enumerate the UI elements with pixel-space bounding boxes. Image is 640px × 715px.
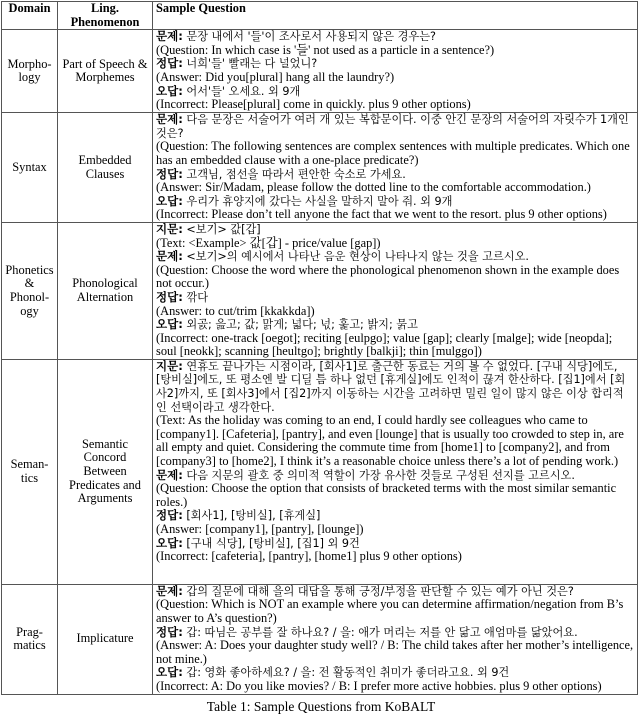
line-label: 오답:	[156, 665, 183, 680]
line-label: 정답:	[156, 624, 183, 639]
sample-line	[156, 291, 634, 305]
line-label: 정답:	[156, 289, 183, 304]
sample-questions-table	[1, 1, 638, 695]
sample-line	[156, 181, 634, 195]
line-text: 외곬; 읊고; 값; 맑게; 넓다; 넋; 훑고; 밝지; 묽고	[182, 318, 418, 332]
line-text: 우리가 휴양지에 갔다는 사실을 말하지 말아 줘. 외 9개	[182, 194, 453, 208]
domain-cell: Phonetics & Phonol-ogy	[2, 222, 58, 359]
domain-cell: Prag-matics	[2, 584, 58, 694]
table-row	[2, 359, 638, 584]
line-text: 고객님, 점선을 따라서 편안한 숙소로 가세요.	[182, 167, 406, 181]
sample-line	[156, 250, 634, 264]
line-text: 깎다	[182, 290, 208, 304]
line-text: [구내 식당], [탕비실], [집1] 외 9건	[182, 536, 360, 550]
sample-line	[156, 332, 634, 359]
sample-line	[156, 469, 634, 483]
line-text: <보기> 값[갑]	[182, 222, 261, 236]
table-caption: Table 1: Sample Questions from KoBALT	[206, 698, 436, 714]
line-text: 다음 지문의 괄호 중 의미적 역할이 가장 유사한 것들로 구성된 선지를 고르시오.	[182, 468, 575, 482]
line-label: 오답:	[156, 83, 183, 98]
sample-question-cell	[153, 30, 638, 113]
table-row	[2, 30, 638, 113]
table-row	[2, 222, 638, 359]
sample-line	[156, 482, 634, 509]
sample-line	[156, 237, 634, 251]
domain-cell: Morpho-logy	[2, 30, 58, 113]
sample-line	[156, 30, 634, 44]
sample-line	[156, 71, 634, 85]
header-domain: Domain	[2, 2, 58, 30]
sample-line	[156, 360, 634, 414]
line-text: (Incorrect: one-track [oegot]; reciting [eulpgo]; value [gap]; clearly [malge]; wide [neopda]; soul [neokk]; scanning [heultgo]; brightly [balkji]; thin [mulggo])	[156, 330, 613, 359]
sample-line	[156, 223, 634, 237]
phenomenon-cell: Phonological Alternation	[58, 222, 153, 359]
line-text: (Question: Choose the option that consists of bracketed terms with the most similar semantic roles.)	[156, 481, 617, 509]
sample-line	[156, 195, 634, 209]
sample-line	[156, 537, 634, 551]
sample-line	[156, 98, 634, 112]
line-text: 갑: 영화 좋아하세요? / 을: 전 활동적인 취미가 좋더라고요. 외 9건	[182, 666, 510, 680]
line-label: 정답:	[156, 508, 183, 523]
line-label: 정답:	[156, 166, 183, 181]
line-text: (Answer: to cut/trim [kkakkda])	[156, 303, 315, 318]
line-text: <보기>의 예시에서 나타난 음운 현상이 나타나지 않는 것을 고르시오.	[182, 250, 529, 264]
line-text: (Answer: Did you[plural] hang all the laundry?)	[156, 69, 395, 84]
line-text: (Incorrect: [cafeteria], [pantry], [home1] plus 9 other options)	[156, 549, 462, 564]
sample-line	[156, 57, 634, 71]
line-label: 정답:	[156, 56, 183, 71]
header-row	[2, 2, 638, 30]
sample-question-cell	[153, 113, 638, 223]
header-sample-question: Sample Question	[153, 2, 638, 30]
header-phenomenon: Ling. Phenomenon	[58, 2, 153, 30]
sample-line	[156, 44, 634, 58]
line-text: (Question: Which is NOT an example where you can determine affirmation/negation from B’s answer to A’s question?)	[156, 597, 624, 626]
line-text: (Text: As the holiday was coming to an end, I could hardly see colleagues who came to [company1]. [Cafeteria], [pantry], and even [lounge] that is usually too crowded to step in, are all empty and quiet. Considering the commute time from [home1] to [company2], and from [company3] to [home2], I think it’s a reasonable choice unless there’s a lot of pending work.)	[156, 413, 624, 469]
sample-line	[156, 305, 634, 319]
line-label: 문제:	[156, 249, 183, 264]
sample-line	[156, 523, 634, 537]
domain-cell: Seman-tics	[2, 359, 58, 584]
line-text: (Incorrect: Please don’t tell anyone the fact that we went to the resort. plus 9 other options)	[156, 207, 607, 222]
table-row	[2, 113, 638, 223]
line-text: 너희'들' 빨래는 다 널었니?	[182, 57, 318, 71]
line-label: 문제:	[156, 583, 183, 598]
sample-line	[156, 639, 634, 666]
line-text: (Answer: A: Does your daughter study well? / B: The child takes after her mother’s intelligence, not mine.)	[156, 638, 634, 666]
sample-question-cell	[153, 584, 638, 694]
sample-line	[156, 85, 634, 99]
line-text: (Question: Choose the word where the phonological phenomenon shown in the example does not occur.)	[156, 262, 620, 291]
sample-line	[156, 598, 634, 625]
line-label: 문제:	[156, 467, 183, 482]
line-text: [회사1], [탕비실], [휴게실]	[182, 509, 321, 523]
table-row	[2, 584, 638, 694]
sample-line	[156, 113, 634, 140]
phenomenon-cell: Implicature	[58, 584, 153, 694]
phenomenon-cell: Part of Speech & Morphemes	[58, 30, 153, 113]
line-label: 문제:	[156, 29, 183, 44]
sample-line	[156, 208, 634, 222]
domain-cell: Syntax	[2, 113, 58, 223]
sample-line	[156, 140, 634, 167]
line-label: 문제:	[156, 112, 183, 127]
line-text: (Text: <Example> 값[갑] - price/value [gap])	[156, 235, 381, 250]
line-label: 오답:	[156, 317, 183, 332]
sample-line	[156, 626, 634, 640]
sample-question-cell	[153, 222, 638, 359]
sample-line	[156, 168, 634, 182]
line-label: 오답:	[156, 535, 183, 550]
sample-line	[156, 414, 634, 468]
line-text: 연휴도 끝나가는 시점이라, [회사1]로 출근한 동료는 거의 볼 수 없었다. [구내 식당]에도, [탕비실]에도, 또 평소엔 발 디딜 틈 하나 없던 [휴게실]에도 인적이 끊겨 한산하다. [집1]에서 [회사2]까지, 또 [회사3]에서 [집2]까지 이동하는 시간을 고려하면 밀린 일이 많지 않은 이상 합리적인 선택이라고 생각한다.	[156, 359, 626, 414]
line-text: 문장 내에서 '들'이 조사로서 사용되지 않은 경우는?	[182, 30, 436, 44]
line-text: (Question: The following sentences are complex sentences with multiple predicates. Which one has an embedded clause with a one-place predicate?)	[156, 139, 630, 167]
sample-line	[156, 550, 634, 564]
line-text: (Answer: Sir/Madam, please follow the dotted line to the comfortable accommodation.)	[156, 180, 591, 195]
line-text: (Incorrect: A: Do you like movies? / B: I prefer more active hobbies. plus 9 other options)	[156, 679, 602, 694]
sample-line	[156, 666, 634, 680]
line-label: 지문:	[156, 358, 183, 373]
sample-line	[156, 585, 634, 599]
line-label: 지문:	[156, 221, 183, 236]
sample-question-cell	[153, 359, 638, 584]
line-label: 오답:	[156, 193, 183, 208]
phenomenon-cell: Semantic Concord Between Predicates and Arguments	[58, 359, 153, 584]
line-text: 갑: 따님은 공부를 잘 하나요? / 을: 애가 머리는 저를 안 닮고 애엄마를 닮았어요.	[182, 625, 578, 639]
line-text: 갑의 질문에 대해 을의 대답을 통해 긍정/부정을 판단할 수 있는 예가 아닌 것은?	[182, 584, 574, 598]
line-text: (Answer: [company1], [pantry], [lounge])	[156, 522, 364, 536]
sample-line	[156, 509, 634, 523]
line-text: 어서'들' 오세요. 외 9개	[182, 84, 301, 98]
sample-line	[156, 264, 634, 291]
line-text: 다음 문장은 서술어가 여러 개 있는 복합문이다. 이중 안긴 문장의 서술어의 자릿수가 1개인 것은?	[156, 113, 629, 140]
sample-line	[156, 318, 634, 332]
line-text: (Incorrect: Please[plural] come in quickly. plus 9 other options)	[156, 97, 471, 112]
phenomenon-cell: Embedded Clauses	[58, 113, 153, 223]
line-text: (Question: In which case is '들' not used as a particle in a sentence?)	[156, 42, 495, 57]
